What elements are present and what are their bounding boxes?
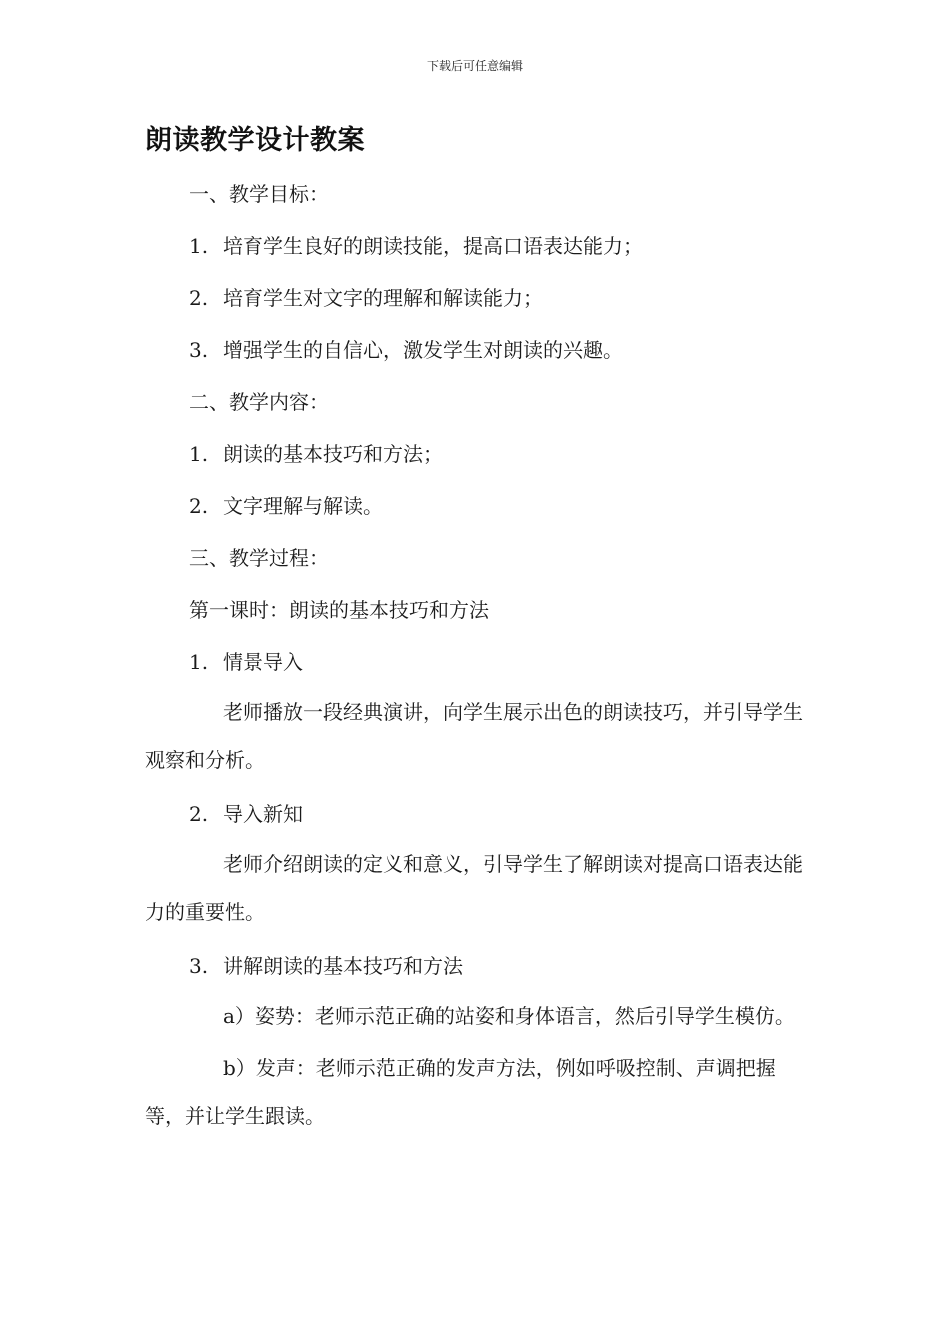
goal-number: 1.: [189, 234, 209, 258]
step-paragraph: 老师播放一段经典演讲，向学生展示出色的朗读技巧，并引导学生观察和分析。: [145, 700, 803, 772]
goal-number: 3.: [189, 338, 209, 362]
content-item: [145, 480, 805, 532]
step-item: [145, 788, 805, 840]
content-number: 1.: [189, 442, 209, 466]
step-text: 导入新知: [223, 802, 303, 826]
step-item: [145, 940, 805, 992]
lesson1-heading: 第一课时：朗读的基本技巧和方法: [189, 598, 489, 622]
goal-item: [145, 324, 805, 376]
document-body: [145, 168, 805, 1144]
goal-number: 2.: [189, 286, 209, 310]
content-heading: 二、教学内容：: [189, 390, 329, 414]
sub-item-label: b）: [223, 1056, 256, 1080]
content-text: 朗读的基本技巧和方法；: [223, 442, 443, 466]
header-note: 下载后可任意编辑: [426, 59, 523, 73]
goal-item: [145, 272, 805, 324]
step-number: 2.: [189, 802, 209, 826]
document-title: 朗读教学设计教案: [145, 125, 365, 156]
step-text: 讲解朗读的基本技巧和方法: [223, 954, 463, 978]
step-paragraph: 老师介绍朗读的定义和意义，引导学生了解朗读对提高口语表达能力的重要性。: [145, 852, 803, 924]
sub-item: [145, 1044, 805, 1140]
goal-text: 培育学生对文字的理解和解读能力；: [223, 286, 543, 310]
sub-item: [145, 992, 805, 1040]
goals-heading: 一、教学目标：: [189, 182, 329, 206]
content-item: [145, 428, 805, 480]
content-text: 文字理解与解读。: [223, 494, 383, 518]
process-heading: 三、教学过程：: [189, 546, 329, 570]
sub-item-text: 发声：老师示范正确的发声方法，例如呼吸控制、声调把握等，并让学生跟读。: [145, 1056, 776, 1128]
sub-item-label: a）: [223, 1004, 255, 1028]
sub-item-text: 姿势：老师示范正确的站姿和身体语言，然后引导学生模仿。: [254, 1004, 795, 1028]
step-number: 3.: [189, 954, 209, 978]
step-item: [145, 636, 805, 688]
goal-text: 增强学生的自信心，激发学生对朗读的兴趣。: [223, 338, 623, 362]
step-text: 情景导入: [223, 650, 303, 674]
goal-text: 培育学生良好的朗读技能，提高口语表达能力；: [223, 234, 643, 258]
content-number: 2.: [189, 494, 209, 518]
step-number: 1.: [189, 650, 209, 674]
goal-item: [145, 220, 805, 272]
